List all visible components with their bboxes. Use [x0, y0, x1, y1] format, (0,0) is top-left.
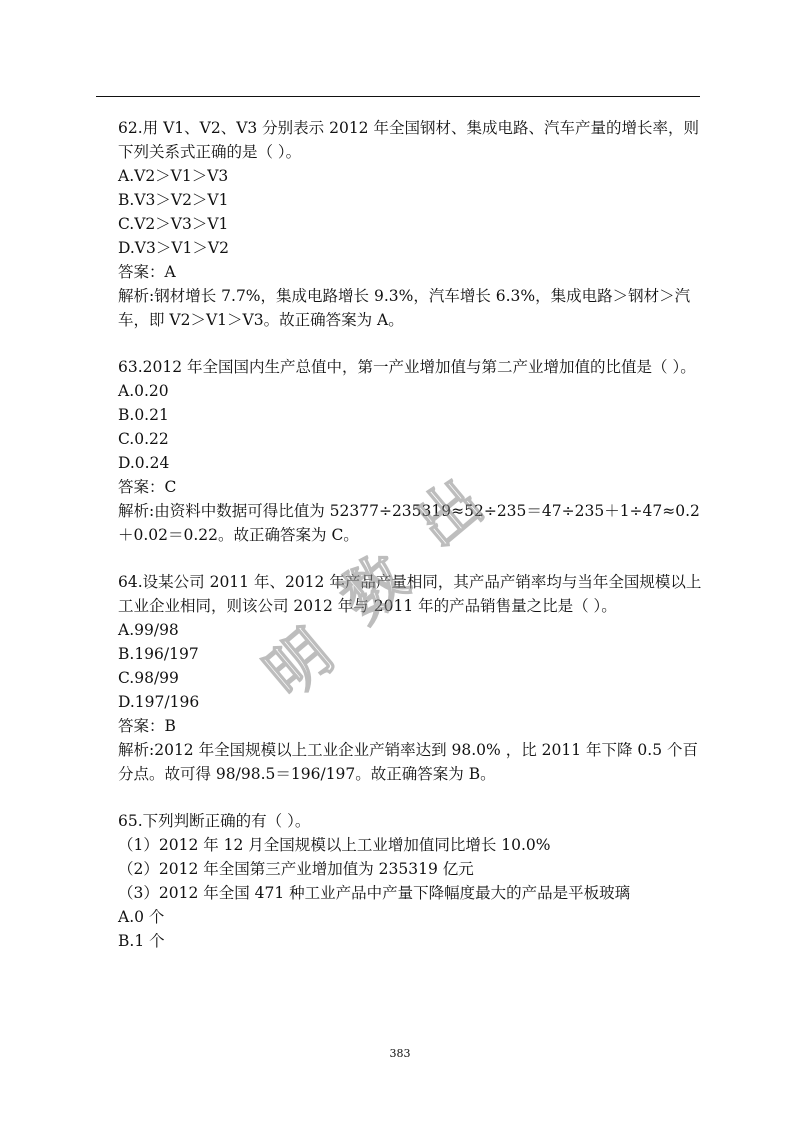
option-a: A.0.20	[118, 382, 169, 400]
analysis: 解析:2012 年全国规模以上工业企业产销率达到 98.0% ，比 2011 年下降 0.5 个百分点。故可得 98/98.5＝196/197。故正确答案为 B。	[118, 741, 698, 783]
answer: 答案：B	[118, 717, 176, 735]
statement-3: （3）2012 年全国 471 种工业产品中产量下降幅度最大的产品是平板玻璃	[118, 884, 631, 902]
question-stem: 65.下列判断正确的有（ ）。	[118, 812, 311, 830]
option-b: B.1 个	[118, 932, 165, 950]
analysis: 解析:钢材增长 7.7%，集成电路增长 9.3%，汽车增长 6.3%，集成电路＞钢材＞汽车，即 V2＞V1＞V3。故正确答案为 A。	[118, 287, 691, 329]
option-d: D.0.24	[118, 454, 170, 472]
statement-1: （1）2012 年 12 月全国规模以上工业增加值同比增长 10.0%	[118, 836, 551, 854]
page-number: 383	[389, 1047, 411, 1060]
option-a: A.99/98	[118, 621, 179, 639]
option-b: B.196/197	[118, 645, 199, 663]
answer: 答案：A	[118, 263, 176, 281]
question-63	[118, 355, 708, 547]
question-64	[118, 570, 708, 786]
header-rule	[96, 96, 700, 97]
option-c: C.V2＞V3＞V1	[118, 215, 229, 233]
option-c: C.98/99	[118, 669, 179, 687]
page-content	[118, 116, 708, 976]
analysis: 解析:由资料中数据可得比值为 52377÷235319≈52÷235＝47÷235＋1÷47≈0.2＋0.02＝0.22。故正确答案为 C。	[118, 502, 700, 544]
question-stem: 62.用 V1、V2、V3 分别表示 2012 年全国钢材、集成电路、汽车产量的增长率，则下列关系式正确的是（ ）。	[118, 119, 699, 161]
option-d: D.V3＞V1＞V2	[118, 239, 229, 257]
option-d: D.197/196	[118, 693, 200, 711]
question-stem: 63.2012 年全国国内生产总值中，第一产业增加值与第二产业增加值的比值是（ ）。	[118, 358, 696, 376]
option-b: B.V3＞V2＞V1	[118, 191, 229, 209]
answer: 答案：C	[118, 478, 177, 496]
watermark-char: 数	[327, 540, 422, 637]
watermark-char: 出	[402, 465, 497, 562]
option-a: A.V2＞V1＞V3	[118, 167, 229, 185]
question-stem: 64.设某公司 2011 年、2012 年产品产量相同，其产品产销率均与当年全国规模以上工业企业相同，则该公司 2012 年与 2011 年的产品销售量之比是（ ）。	[118, 573, 702, 615]
option-a: A.0 个	[118, 908, 165, 926]
option-c: C.0.22	[118, 430, 169, 448]
question-62	[118, 116, 708, 332]
option-b: B.0.21	[118, 406, 169, 424]
question-65	[118, 809, 708, 953]
statement-2: （2）2012 年全国第三产业增加值为 235319 亿元	[118, 860, 474, 878]
watermark-char: 明	[252, 615, 347, 712]
